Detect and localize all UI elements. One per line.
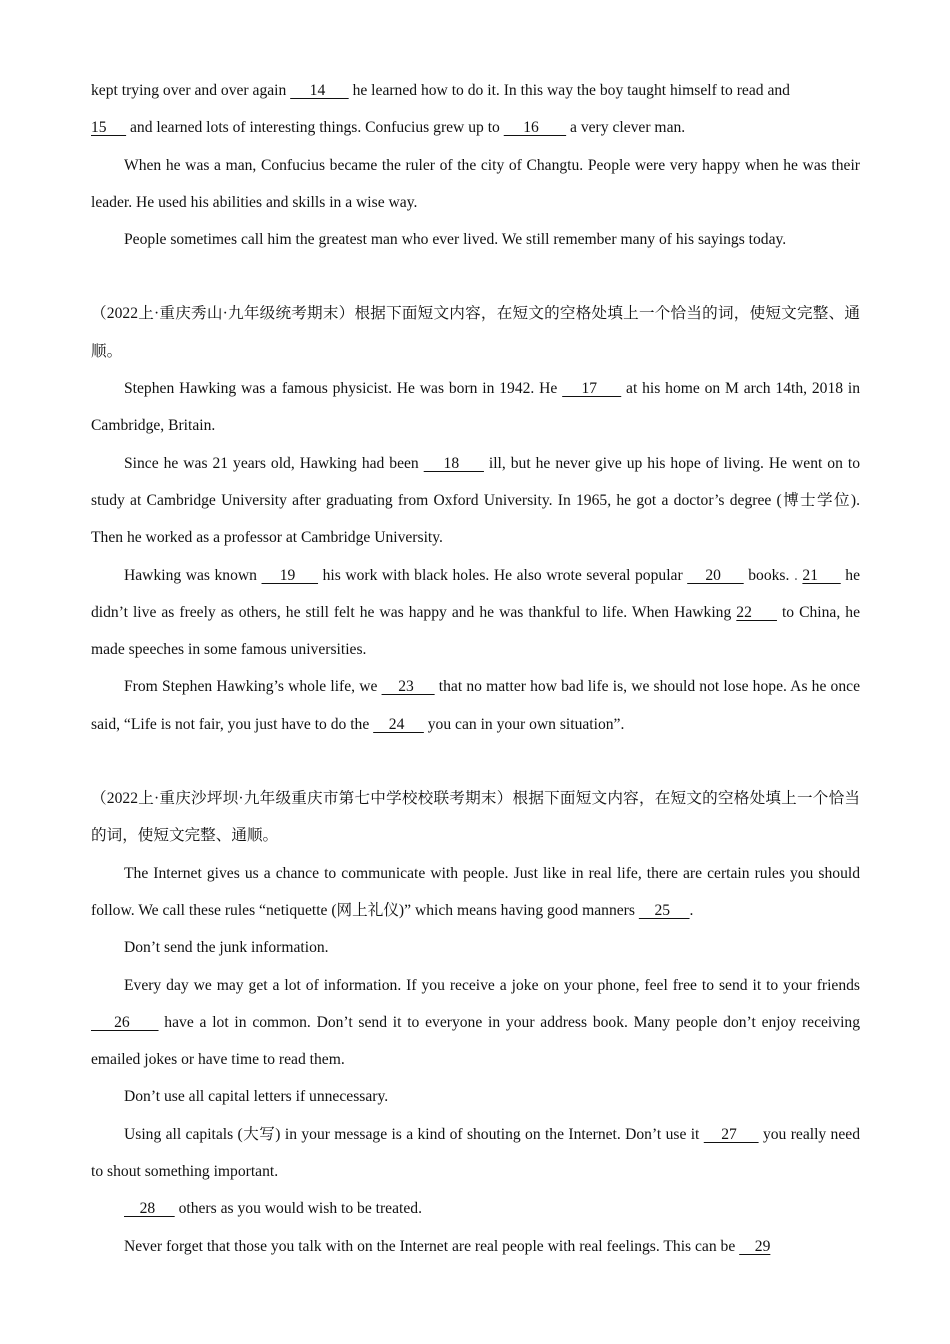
text: he learned how to do it. In this way the boy taught himself to read and xyxy=(348,82,790,99)
text: Stephen Hawking was a famous physicist. He was born in 1942. He xyxy=(124,380,563,398)
blank-22[interactable]: 22 xyxy=(736,603,777,621)
passage2-para1 xyxy=(91,370,860,445)
blank-17[interactable]: 17 xyxy=(562,380,622,398)
text: Never forget that those you talk with on the Internet are real people with real feelings. This can be xyxy=(124,1237,740,1255)
passage3-para3 xyxy=(91,967,860,1079)
text: Every day we may get a lot of information. If you receive a joke on your phone, feel free to send it to your friends xyxy=(124,976,860,994)
passage2-para4 xyxy=(91,668,860,743)
text: have a lot in common. Don’t send it to everyone in your address book. Many people don’t enjoy receiving emailed jokes or have time to read them. xyxy=(91,1013,860,1069)
blank-14[interactable]: 14 xyxy=(290,82,349,99)
passage3-heading: （2022上·重庆沙坪坝·九年级重庆市第七中学校校联考期末）根据下面短文内容，在短文的空格处填上一个恰当的词，使短文完整、通顺。 xyxy=(91,790,860,845)
blank-18[interactable]: 18 xyxy=(423,454,484,472)
text: ill, but he never give up his hope of living. He went on to study at Cambridge University after graduating from Oxford University. In 1965, he got a doctor’s degree (博士学位). Then he worked as a professor at Cambridge University. xyxy=(91,454,860,547)
passage2-para2 xyxy=(91,445,860,557)
text: kept trying over and over again xyxy=(91,82,291,99)
section-gap xyxy=(91,258,860,295)
passage1-para2: When he was a man, Confucius became the ruler of the city of Changtu. People were very happy when he was their leader. He used his abilities and skills in a wise way. xyxy=(91,156,860,211)
blank-21[interactable]: 21 xyxy=(802,566,841,584)
text: From Stephen Hawking’s whole life, we xyxy=(124,678,382,696)
passage1-line2 xyxy=(91,109,860,146)
passage3-para6 xyxy=(91,1190,860,1227)
text: Hawking was known xyxy=(124,566,262,584)
passage3-para1 xyxy=(91,855,860,930)
blank-26[interactable]: 26 xyxy=(91,1013,159,1031)
passage2-heading: （2022上·重庆秀山·九年级统考期末）根据下面短文内容，在短文的空格处填上一个恰当的词，使短文完整、通顺。 xyxy=(91,305,860,360)
text: a very clever man. xyxy=(566,119,686,137)
blank-28[interactable]: 28 xyxy=(124,1200,175,1218)
text: you can in your own situation”. xyxy=(423,715,625,733)
text: that no matter how bad life is, we should not lose hope. As he once said, “Life is not fair, you just have to do the xyxy=(91,678,860,733)
blank-27[interactable]: 27 xyxy=(703,1125,759,1143)
passage3-para4: Don’t use all capital letters if unnecessary. xyxy=(124,1088,389,1106)
text: Since he was 21 years old, Hawking had been xyxy=(124,454,424,472)
text: to China, he made speeches in some famous universities. xyxy=(91,603,860,659)
blank-25[interactable]: 25 xyxy=(638,901,690,919)
text: his work with black holes. He also wrote several popular xyxy=(318,566,688,584)
passage1-line1 xyxy=(91,72,860,109)
section-gap xyxy=(91,743,860,780)
text: The Internet gives us a chance to communicate with people. Just like in real life, there are certain rules you should follow. We call these rules “netiquette (网上礼仪)” which means having good manners xyxy=(91,864,860,919)
text: others as you would wish to be treated. xyxy=(174,1200,422,1218)
blank-15[interactable]: 15 xyxy=(91,119,127,137)
blank-24[interactable]: 24 xyxy=(373,715,424,733)
blank-20[interactable]: 20 xyxy=(687,566,744,584)
stray-dot: . xyxy=(793,566,798,584)
text: at his home on M arch 14th, 2018 in Cambridge, Britain. xyxy=(91,380,860,435)
passage2-para3 xyxy=(91,557,860,669)
text: . xyxy=(689,901,694,919)
blank-23[interactable]: 23 xyxy=(381,678,435,696)
text: you really need to shout something important. xyxy=(91,1125,860,1181)
blank-29[interactable]: 29 xyxy=(739,1237,771,1255)
passage1-para3: People sometimes call him the greatest man who ever lived. We still remember many of his sayings today. xyxy=(124,231,787,249)
blank-16[interactable]: 16 xyxy=(503,119,567,137)
passage3-para2: Don’t send the junk information. xyxy=(124,939,329,957)
passage3-para7 xyxy=(91,1228,860,1265)
text: books. xyxy=(743,566,794,584)
text: he didn’t live as freely as others, he still felt he was happy and he was thankful to life. When Hawking xyxy=(91,566,860,621)
text: and learned lots of interesting things. Confucius grew up to xyxy=(126,119,504,137)
document-page xyxy=(91,72,860,1265)
passage3-para5 xyxy=(91,1116,860,1191)
text: Using all capitals (大写) in your message is a kind of shouting on the Internet. Don’t use it xyxy=(124,1125,704,1143)
blank-19[interactable]: 19 xyxy=(261,566,319,584)
